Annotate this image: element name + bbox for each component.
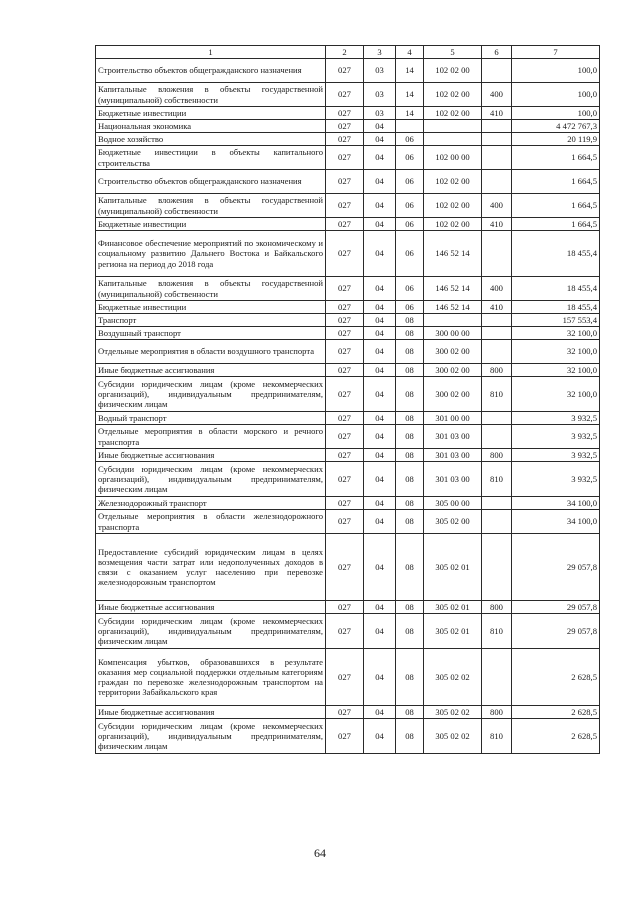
subsection-code: 14 bbox=[396, 107, 424, 120]
section-code: 03 bbox=[364, 107, 396, 120]
table-body bbox=[96, 46, 600, 754]
ministry-code: 027 bbox=[326, 314, 364, 327]
row-name: Отдельные мероприятия в области воздушного транспорта bbox=[96, 340, 326, 364]
subsection-code: 08 bbox=[396, 340, 424, 364]
subsection-code: 06 bbox=[396, 133, 424, 146]
subsection-code: 08 bbox=[396, 425, 424, 449]
row-name: Иные бюджетные ассигнования bbox=[96, 601, 326, 614]
ministry-code: 027 bbox=[326, 601, 364, 614]
amount: 100,0 bbox=[512, 107, 600, 120]
section-code: 04 bbox=[364, 120, 396, 133]
ministry-code: 027 bbox=[326, 534, 364, 601]
target-item-code: 301 03 00 bbox=[424, 449, 482, 462]
expense-type-code bbox=[482, 59, 512, 83]
table-row bbox=[96, 377, 600, 412]
ministry-code: 027 bbox=[326, 231, 364, 277]
table-row bbox=[96, 231, 600, 277]
amount: 100,0 bbox=[512, 83, 600, 107]
table-row bbox=[96, 601, 600, 614]
amount: 1 664,5 bbox=[512, 194, 600, 218]
section-code: 04 bbox=[364, 194, 396, 218]
row-name: Железнодорожный транспорт bbox=[96, 497, 326, 510]
table-row bbox=[96, 277, 600, 301]
subsection-code: 08 bbox=[396, 614, 424, 649]
table-row bbox=[96, 340, 600, 364]
subsection-code: 06 bbox=[396, 231, 424, 277]
target-item-code: 102 00 00 bbox=[424, 146, 482, 170]
row-name: Отдельные мероприятия в области морского и речного транспорта bbox=[96, 425, 326, 449]
subsection-code: 08 bbox=[396, 364, 424, 377]
table-row bbox=[96, 649, 600, 706]
row-name: Субсидии юридическим лицам (кроме некоммерческих организаций), индивидуальным предпринимателям, физическим лицам bbox=[96, 462, 326, 497]
subsection-code: 08 bbox=[396, 706, 424, 719]
row-name: Субсидии юридическим лицам (кроме некоммерческих организаций), индивидуальным предпринимателям, физическим лицам bbox=[96, 719, 326, 754]
target-item-code: 305 02 01 bbox=[424, 601, 482, 614]
amount: 32 100,0 bbox=[512, 364, 600, 377]
target-item-code: 300 02 00 bbox=[424, 364, 482, 377]
expense-type-code: 800 bbox=[482, 601, 512, 614]
amount: 32 100,0 bbox=[512, 327, 600, 340]
subsection-code: 06 bbox=[396, 218, 424, 231]
expense-type-code: 410 bbox=[482, 107, 512, 120]
row-name: Иные бюджетные ассигнования bbox=[96, 449, 326, 462]
table-row bbox=[96, 614, 600, 649]
ministry-code: 027 bbox=[326, 412, 364, 425]
subsection-code: 06 bbox=[396, 194, 424, 218]
subsection-code bbox=[396, 120, 424, 133]
row-name: Водное хозяйство bbox=[96, 133, 326, 146]
amount: 29 057,8 bbox=[512, 534, 600, 601]
row-name: Иные бюджетные ассигнования bbox=[96, 364, 326, 377]
expense-type-code: 810 bbox=[482, 614, 512, 649]
row-name: Бюджетные инвестиции bbox=[96, 218, 326, 231]
subsection-code: 08 bbox=[396, 449, 424, 462]
row-name: Капитальные вложения в объекты государственной (муниципальной) собственности bbox=[96, 194, 326, 218]
expense-type-code: 400 bbox=[482, 277, 512, 301]
target-item-code: 301 03 00 bbox=[424, 425, 482, 449]
subsection-code: 08 bbox=[396, 327, 424, 340]
amount: 157 553,4 bbox=[512, 314, 600, 327]
target-item-code: 305 02 01 bbox=[424, 534, 482, 601]
amount: 32 100,0 bbox=[512, 340, 600, 364]
subsection-code: 08 bbox=[396, 510, 424, 534]
expense-type-code bbox=[482, 120, 512, 133]
amount: 100,0 bbox=[512, 59, 600, 83]
subsection-code: 06 bbox=[396, 146, 424, 170]
target-item-code: 146 52 14 bbox=[424, 231, 482, 277]
ministry-code: 027 bbox=[326, 218, 364, 231]
expense-type-code bbox=[482, 340, 512, 364]
amount: 1 664,5 bbox=[512, 146, 600, 170]
row-name: Капитальные вложения в объекты государственной (муниципальной) собственности bbox=[96, 277, 326, 301]
expense-type-code bbox=[482, 497, 512, 510]
expense-type-code: 810 bbox=[482, 719, 512, 754]
ministry-code: 027 bbox=[326, 120, 364, 133]
section-code: 03 bbox=[364, 59, 396, 83]
section-code: 04 bbox=[364, 497, 396, 510]
subsection-code: 14 bbox=[396, 83, 424, 107]
expense-type-code: 400 bbox=[482, 83, 512, 107]
expense-type-code: 800 bbox=[482, 449, 512, 462]
column-number: 5 bbox=[424, 46, 482, 59]
row-name: Воздушный транспорт bbox=[96, 327, 326, 340]
column-number: 3 bbox=[364, 46, 396, 59]
ministry-code: 027 bbox=[326, 719, 364, 754]
target-item-code: 102 02 00 bbox=[424, 170, 482, 194]
table-row bbox=[96, 497, 600, 510]
ministry-code: 027 bbox=[326, 107, 364, 120]
section-code: 04 bbox=[364, 133, 396, 146]
row-name: Отдельные мероприятия в области железнодорожного транспорта bbox=[96, 510, 326, 534]
expense-type-code: 810 bbox=[482, 377, 512, 412]
ministry-code: 027 bbox=[326, 364, 364, 377]
column-number: 2 bbox=[326, 46, 364, 59]
target-item-code: 305 02 02 bbox=[424, 719, 482, 754]
target-item-code: 305 00 00 bbox=[424, 497, 482, 510]
row-name: Строительство объектов общегражданского назначения bbox=[96, 170, 326, 194]
row-name: Бюджетные инвестиции bbox=[96, 301, 326, 314]
subsection-code: 06 bbox=[396, 277, 424, 301]
expense-type-code bbox=[482, 146, 512, 170]
table-row bbox=[96, 449, 600, 462]
section-code: 04 bbox=[364, 462, 396, 497]
section-code: 04 bbox=[364, 412, 396, 425]
budget-table bbox=[95, 45, 600, 754]
expense-type-code: 400 bbox=[482, 194, 512, 218]
table-row bbox=[96, 425, 600, 449]
amount: 29 057,8 bbox=[512, 614, 600, 649]
target-item-code bbox=[424, 314, 482, 327]
table-row bbox=[96, 706, 600, 719]
table-row bbox=[96, 146, 600, 170]
subsection-code: 06 bbox=[396, 170, 424, 194]
section-code: 04 bbox=[364, 231, 396, 277]
table-row bbox=[96, 510, 600, 534]
amount: 2 628,5 bbox=[512, 719, 600, 754]
table-row bbox=[96, 194, 600, 218]
section-code: 04 bbox=[364, 218, 396, 231]
column-number: 7 bbox=[512, 46, 600, 59]
expense-type-code bbox=[482, 327, 512, 340]
table-row bbox=[96, 327, 600, 340]
target-item-code: 300 02 00 bbox=[424, 340, 482, 364]
expense-type-code: 410 bbox=[482, 218, 512, 231]
expense-type-code bbox=[482, 649, 512, 706]
expense-type-code: 800 bbox=[482, 364, 512, 377]
amount: 18 455,4 bbox=[512, 301, 600, 314]
table-row bbox=[96, 534, 600, 601]
expense-type-code bbox=[482, 510, 512, 534]
section-code: 04 bbox=[364, 425, 396, 449]
table-row bbox=[96, 314, 600, 327]
target-item-code: 102 02 00 bbox=[424, 218, 482, 231]
row-name: Водный транспорт bbox=[96, 412, 326, 425]
target-item-code: 300 00 00 bbox=[424, 327, 482, 340]
ministry-code: 027 bbox=[326, 59, 364, 83]
ministry-code: 027 bbox=[326, 133, 364, 146]
subsection-code: 08 bbox=[396, 601, 424, 614]
amount: 1 664,5 bbox=[512, 170, 600, 194]
table-row bbox=[96, 218, 600, 231]
section-code: 04 bbox=[364, 601, 396, 614]
ministry-code: 027 bbox=[326, 194, 364, 218]
ministry-code: 027 bbox=[326, 170, 364, 194]
target-item-code: 102 02 00 bbox=[424, 107, 482, 120]
column-number: 6 bbox=[482, 46, 512, 59]
row-name: Финансовое обеспечение мероприятий по экономическому и социальному развитию Дальнего Востока и Байкальского региона на период до 2018 года bbox=[96, 231, 326, 277]
table-row bbox=[96, 120, 600, 133]
subsection-code: 14 bbox=[396, 59, 424, 83]
section-code: 04 bbox=[364, 146, 396, 170]
row-name: Субсидии юридическим лицам (кроме некоммерческих организаций), индивидуальным предпринимателям, физическим лицам bbox=[96, 614, 326, 649]
target-item-code: 305 02 00 bbox=[424, 510, 482, 534]
target-item-code: 146 52 14 bbox=[424, 301, 482, 314]
section-code: 04 bbox=[364, 364, 396, 377]
ministry-code: 027 bbox=[326, 301, 364, 314]
target-item-code: 102 02 00 bbox=[424, 83, 482, 107]
expense-type-code bbox=[482, 534, 512, 601]
expense-type-code bbox=[482, 412, 512, 425]
expense-type-code: 800 bbox=[482, 706, 512, 719]
subsection-code: 08 bbox=[396, 649, 424, 706]
amount: 4 472 767,3 bbox=[512, 120, 600, 133]
section-code: 04 bbox=[364, 377, 396, 412]
amount: 3 932,5 bbox=[512, 425, 600, 449]
amount: 3 932,5 bbox=[512, 412, 600, 425]
section-code: 04 bbox=[364, 314, 396, 327]
row-name: Бюджетные инвестиции в объекты капитального строительства bbox=[96, 146, 326, 170]
ministry-code: 027 bbox=[326, 377, 364, 412]
section-code: 04 bbox=[364, 301, 396, 314]
expense-type-code: 810 bbox=[482, 462, 512, 497]
amount: 34 100,0 bbox=[512, 497, 600, 510]
row-name: Предоставление субсидий юридическим лицам в целях возмещения части затрат или недополученных доходов в связи с оказанием услуг населению при перевозке железнодорожным транспортом bbox=[96, 534, 326, 601]
row-name: Транспорт bbox=[96, 314, 326, 327]
subsection-code: 08 bbox=[396, 497, 424, 510]
column-number: 4 bbox=[396, 46, 424, 59]
ministry-code: 027 bbox=[326, 449, 364, 462]
table-row bbox=[96, 412, 600, 425]
table-row bbox=[96, 170, 600, 194]
amount: 34 100,0 bbox=[512, 510, 600, 534]
section-code: 04 bbox=[364, 614, 396, 649]
ministry-code: 027 bbox=[326, 510, 364, 534]
subsection-code: 08 bbox=[396, 314, 424, 327]
section-code: 04 bbox=[364, 340, 396, 364]
subsection-code: 08 bbox=[396, 462, 424, 497]
subsection-code: 08 bbox=[396, 412, 424, 425]
section-code: 04 bbox=[364, 449, 396, 462]
target-item-code: 102 02 00 bbox=[424, 59, 482, 83]
section-code: 04 bbox=[364, 170, 396, 194]
ministry-code: 027 bbox=[326, 277, 364, 301]
row-name: Национальная экономика bbox=[96, 120, 326, 133]
amount: 1 664,5 bbox=[512, 218, 600, 231]
amount: 18 455,4 bbox=[512, 231, 600, 277]
ministry-code: 027 bbox=[326, 340, 364, 364]
section-code: 04 bbox=[364, 510, 396, 534]
amount: 3 932,5 bbox=[512, 449, 600, 462]
section-code: 04 bbox=[364, 534, 396, 601]
ministry-code: 027 bbox=[326, 614, 364, 649]
amount: 32 100,0 bbox=[512, 377, 600, 412]
target-item-code: 305 02 01 bbox=[424, 614, 482, 649]
subsection-code: 08 bbox=[396, 534, 424, 601]
amount: 29 057,8 bbox=[512, 601, 600, 614]
subsection-code: 08 bbox=[396, 377, 424, 412]
row-name: Иные бюджетные ассигнования bbox=[96, 706, 326, 719]
amount: 18 455,4 bbox=[512, 277, 600, 301]
target-item-code: 305 02 02 bbox=[424, 649, 482, 706]
column-number: 1 bbox=[96, 46, 326, 59]
ministry-code: 027 bbox=[326, 497, 364, 510]
row-name: Бюджетные инвестиции bbox=[96, 107, 326, 120]
target-item-code: 305 02 02 bbox=[424, 706, 482, 719]
target-item-code: 301 00 00 bbox=[424, 412, 482, 425]
expense-type-code bbox=[482, 314, 512, 327]
ministry-code: 027 bbox=[326, 327, 364, 340]
ministry-code: 027 bbox=[326, 462, 364, 497]
table-row bbox=[96, 301, 600, 314]
table-row bbox=[96, 59, 600, 83]
target-item-code bbox=[424, 120, 482, 133]
row-name: Строительство объектов общегражданского назначения bbox=[96, 59, 326, 83]
amount: 2 628,5 bbox=[512, 649, 600, 706]
section-code: 04 bbox=[364, 277, 396, 301]
table-row bbox=[96, 107, 600, 120]
target-item-code bbox=[424, 133, 482, 146]
section-code: 04 bbox=[364, 719, 396, 754]
table-row bbox=[96, 719, 600, 754]
target-item-code: 146 52 14 bbox=[424, 277, 482, 301]
table-row bbox=[96, 364, 600, 377]
section-code: 04 bbox=[364, 649, 396, 706]
section-code: 04 bbox=[364, 327, 396, 340]
ministry-code: 027 bbox=[326, 706, 364, 719]
ministry-code: 027 bbox=[326, 425, 364, 449]
subsection-code: 06 bbox=[396, 301, 424, 314]
target-item-code: 301 03 00 bbox=[424, 462, 482, 497]
amount: 2 628,5 bbox=[512, 706, 600, 719]
amount: 3 932,5 bbox=[512, 462, 600, 497]
table-row bbox=[96, 83, 600, 107]
row-name: Капитальные вложения в объекты государственной (муниципальной) собственности bbox=[96, 83, 326, 107]
ministry-code: 027 bbox=[326, 83, 364, 107]
table-row bbox=[96, 462, 600, 497]
ministry-code: 027 bbox=[326, 146, 364, 170]
target-item-code: 102 02 00 bbox=[424, 194, 482, 218]
amount: 20 119,9 bbox=[512, 133, 600, 146]
expense-type-code bbox=[482, 170, 512, 194]
expense-type-code bbox=[482, 133, 512, 146]
subsection-code: 08 bbox=[396, 719, 424, 754]
table-row bbox=[96, 133, 600, 146]
page-number: 64 bbox=[314, 846, 326, 860]
ministry-code: 027 bbox=[326, 649, 364, 706]
expense-type-code: 410 bbox=[482, 301, 512, 314]
section-code: 04 bbox=[364, 706, 396, 719]
expense-type-code bbox=[482, 231, 512, 277]
row-name: Компенсация убытков, образовавшихся в результате оказания мер социальной поддержки отдельным категориям граждан по перевозке железнодорожным транспортом на территории Забайкальского края bbox=[96, 649, 326, 706]
target-item-code: 300 02 00 bbox=[424, 377, 482, 412]
section-code: 03 bbox=[364, 83, 396, 107]
expense-type-code bbox=[482, 425, 512, 449]
row-name: Субсидии юридическим лицам (кроме некоммерческих организаций), индивидуальным предпринимателям, физическим лицам bbox=[96, 377, 326, 412]
column-number-row bbox=[96, 46, 600, 59]
